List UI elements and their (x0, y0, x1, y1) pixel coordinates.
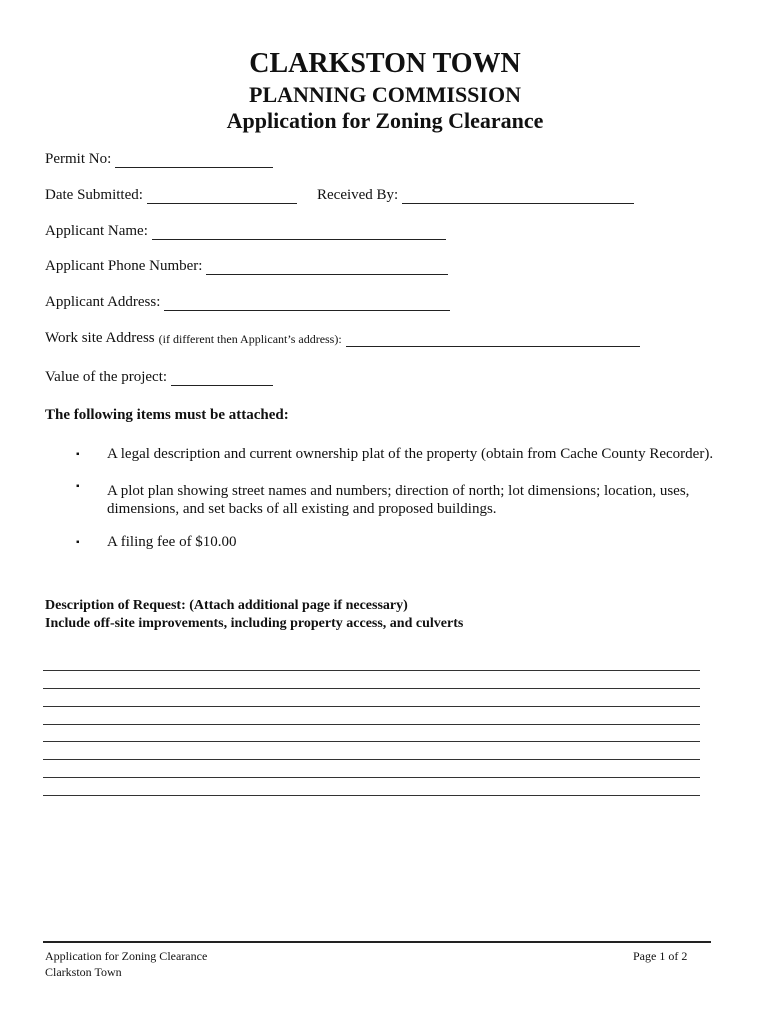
work-site-address-field[interactable] (346, 332, 640, 347)
attachment-item-plot-plan: A plot plan showing street names and numbers; direction of north; lot dimensions; location, uses, dimensions, and set backs of all existing and proposed buildings. (107, 483, 690, 517)
project-value-field[interactable] (171, 371, 273, 386)
attachments-heading: The following items must be attached: (45, 407, 289, 423)
applicant-name-label: Applicant Name: (45, 223, 148, 239)
attachment-item-legal-description: A legal description and current ownership plat of the property (obtain from Cache County Recorder). (107, 446, 714, 462)
description-heading: Description of Request: (Attach additional page if necessary) (45, 598, 408, 613)
description-writing-line[interactable] (43, 724, 700, 725)
footer-divider (43, 941, 711, 943)
applicant-phone-row (45, 258, 448, 275)
commission-title: PLANNING COMMISSION (249, 82, 521, 107)
received-by-label: Received By: (317, 187, 399, 203)
description-writing-line[interactable] (43, 706, 700, 707)
project-value-label: Value of the project: (45, 369, 168, 385)
bullet-icon: ▪ (76, 481, 80, 492)
applicant-address-label: Applicant Address: (45, 294, 161, 310)
description-writing-line[interactable] (43, 777, 700, 778)
applicant-address-row (45, 294, 450, 311)
page-number: Page 1 of 2 (633, 949, 688, 963)
town-title: CLARKSTON TOWN (249, 48, 521, 79)
description-writing-line[interactable] (43, 795, 700, 796)
date-submitted-field[interactable] (147, 189, 297, 204)
description-writing-line[interactable] (43, 741, 700, 742)
bullet-icon: ▪ (76, 449, 80, 460)
permit-no-field[interactable] (115, 153, 273, 168)
attachment-item-filing-fee: A filing fee of $10.00 (107, 534, 237, 550)
description-writing-line[interactable] (43, 759, 700, 760)
date-submitted-row (45, 187, 297, 204)
applicant-name-field[interactable] (152, 225, 446, 240)
permit-no-row (45, 151, 273, 168)
received-by-row (317, 187, 634, 204)
footer-town-name: Clarkston Town (45, 965, 122, 979)
applicant-name-row (45, 223, 446, 240)
permit-no-label: Permit No: (45, 151, 112, 167)
project-value-row (45, 369, 273, 386)
description-writing-line[interactable] (43, 688, 700, 689)
footer-left (45, 948, 207, 980)
work-site-address-row (45, 330, 640, 347)
applicant-phone-label: Applicant Phone Number: (45, 258, 203, 274)
form-title: Application for Zoning Clearance (226, 108, 544, 133)
work-site-address-note: (if different then Applicant’s address): (158, 332, 342, 346)
work-site-address-label: Work site Address (45, 330, 155, 346)
footer-form-title: Application for Zoning Clearance (45, 949, 208, 963)
date-submitted-label: Date Submitted: (45, 187, 143, 203)
description-subheading: Include off-site improvements, including property access, and culverts (45, 616, 464, 631)
applicant-address-field[interactable] (164, 296, 450, 311)
applicant-phone-field[interactable] (206, 260, 448, 275)
received-by-field[interactable] (402, 189, 634, 204)
description-writing-line[interactable] (43, 670, 700, 671)
bullet-icon: ▪ (76, 537, 80, 548)
